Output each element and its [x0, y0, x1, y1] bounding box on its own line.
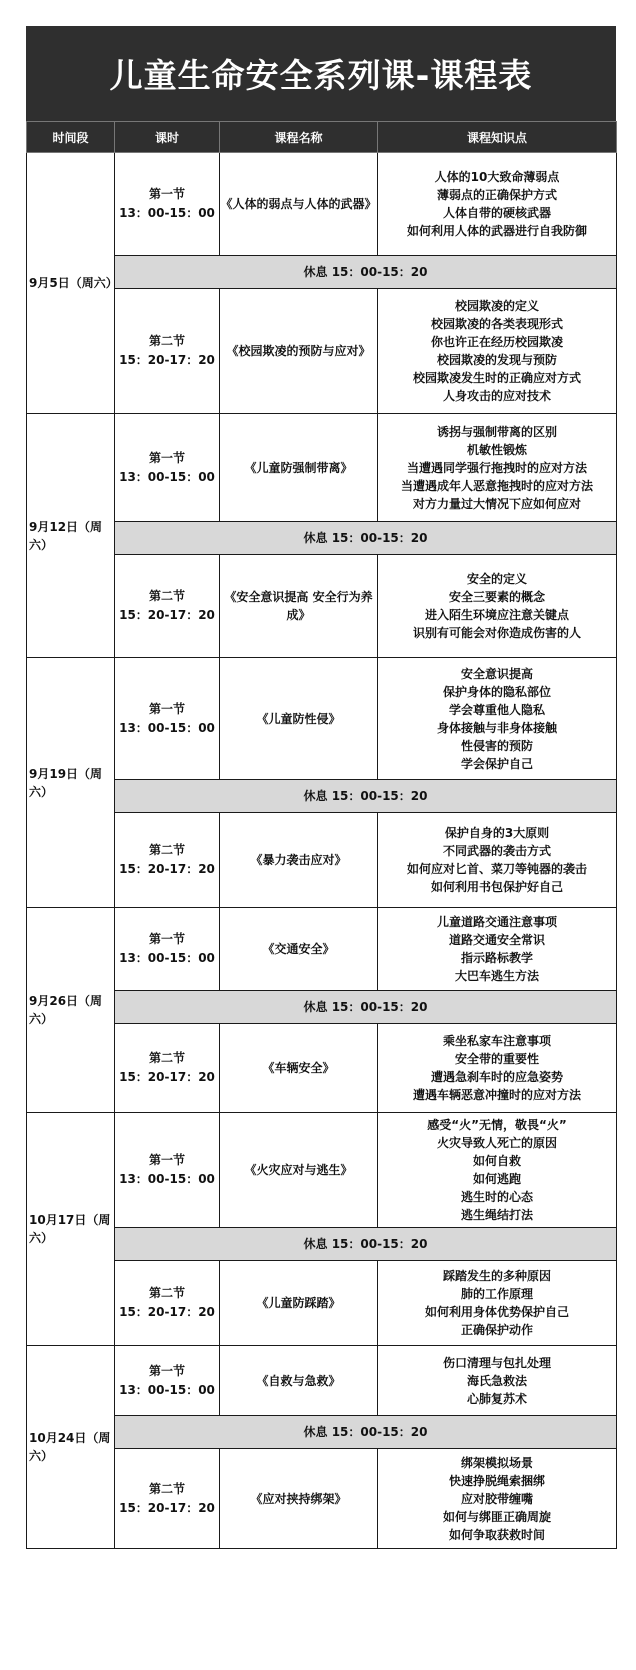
knowledge-points-cell — [378, 908, 617, 991]
lesson-slot-cell — [115, 289, 220, 414]
knowledge-point: 校园欺凌的发现与预防 — [436, 353, 557, 367]
knowledge-point: 学会保护自己 — [460, 756, 533, 771]
knowledge-point: 安全意识提高 — [460, 666, 533, 681]
course-name-cell: 《校园欺凌的预防与应对》 — [220, 289, 378, 414]
lesson-slot-cell — [115, 908, 220, 991]
lesson-number: 第二节 — [148, 334, 185, 348]
header-lesson: 课时 — [115, 122, 220, 153]
knowledge-point: 遭遇急刹车时的应急姿势 — [430, 1070, 563, 1084]
lesson-time: 15：20-17：20 — [119, 1500, 215, 1515]
knowledge-point: 如何利用身体优势保护自己 — [424, 1305, 569, 1319]
date-cell: 9月5日（周六） — [27, 153, 115, 414]
knowledge-points-cell — [378, 1346, 617, 1416]
knowledge-point: 校园欺凌发生时的正确应对方式 — [412, 371, 581, 385]
knowledge-point: 进入陌生环境应注意关键点 — [424, 608, 569, 622]
knowledge-point: 当遭遇同学强行拖拽时的应对方法 — [406, 460, 587, 475]
knowledge-point: 遭遇车辆恶意冲撞时的应对方法 — [412, 1088, 581, 1102]
header-time-period: 时间段 — [27, 122, 115, 153]
session-row — [27, 658, 617, 780]
knowledge-point: 海氏急救法 — [466, 1373, 527, 1388]
knowledge-point: 肺的工作原理 — [460, 1287, 533, 1301]
knowledge-point: 如何争取获救时间 — [448, 1527, 545, 1542]
break-cell: 休息 15：00-15：20 — [115, 991, 617, 1024]
session-row — [27, 414, 617, 522]
schedule-table — [26, 121, 617, 1549]
knowledge-point: 对方力量过大情况下应如何应对 — [412, 496, 581, 511]
knowledge-point: 逃生绳结打法 — [460, 1208, 533, 1222]
knowledge-point: 如何逃跑 — [472, 1172, 521, 1186]
lesson-number: 第一节 — [148, 932, 185, 946]
course-name-cell: 《儿童防强制带离》 — [220, 414, 378, 522]
knowledge-point: 人身攻击的应对技术 — [442, 389, 551, 403]
lesson-slot-cell — [115, 1449, 220, 1549]
knowledge-points-cell — [378, 1261, 617, 1346]
date-cell: 10月17日（周六） — [27, 1113, 115, 1346]
knowledge-point: 应对胶带缠嘴 — [460, 1491, 533, 1506]
knowledge-point: 当遭遇成年人恶意拖拽时的应对方法 — [400, 478, 593, 493]
break-row — [27, 1228, 617, 1261]
break-cell: 休息 15：00-15：20 — [115, 256, 617, 289]
course-name-cell: 《安全意识提高 安全行为养成》 — [220, 555, 378, 658]
lesson-time: 15：20-17：20 — [119, 1305, 215, 1319]
session-row — [27, 1449, 617, 1549]
date-cell: 9月19日（周六） — [27, 658, 115, 908]
break-cell: 休息 15：00-15：20 — [115, 1228, 617, 1261]
lesson-time: 15：20-17：20 — [119, 353, 215, 367]
lesson-slot-cell — [115, 813, 220, 908]
lesson-number: 第二节 — [148, 589, 185, 603]
knowledge-point: 保护自身的3大原则 — [444, 826, 550, 840]
knowledge-points-cell — [378, 1113, 617, 1228]
date-cell: 9月26日（周六） — [27, 908, 115, 1113]
course-name-cell: 《自救与急救》 — [220, 1346, 378, 1416]
header-row — [27, 122, 617, 153]
break-row — [27, 1416, 617, 1449]
lesson-number: 第一节 — [148, 450, 185, 465]
lesson-time: 13：00-15：00 — [119, 469, 215, 484]
session-row — [27, 555, 617, 658]
course-name-cell: 《儿童防性侵》 — [220, 658, 378, 780]
session-row — [27, 1346, 617, 1416]
lesson-slot-cell — [115, 1346, 220, 1416]
knowledge-point: 保护身体的隐私部位 — [442, 684, 551, 699]
knowledge-points-cell — [378, 658, 617, 780]
lesson-time: 15：20-17：20 — [119, 608, 215, 622]
knowledge-point: 人体自带的硬核武器 — [442, 206, 551, 220]
header-course-name: 课程名称 — [220, 122, 378, 153]
knowledge-point: 校园欺凌的各类表现形式 — [430, 317, 563, 331]
knowledge-point: 大巴车逃生方法 — [454, 969, 539, 983]
knowledge-point: 你也许正在经历校园欺凌 — [430, 335, 563, 349]
knowledge-point: 快速挣脱绳索捆绑 — [448, 1473, 545, 1488]
knowledge-points-cell — [378, 555, 617, 658]
course-name-cell: 《人体的弱点与人体的武器》 — [220, 153, 378, 256]
knowledge-points-cell — [378, 1449, 617, 1549]
knowledge-point: 心肺复苏术 — [466, 1391, 527, 1406]
knowledge-point: 诱拐与强制带离的区别 — [436, 424, 557, 439]
lesson-time: 15：20-17：20 — [119, 1070, 215, 1084]
break-row — [27, 522, 617, 555]
header-knowledge-points: 课程知识点 — [378, 122, 617, 153]
knowledge-point: 绑架模拟场景 — [460, 1455, 533, 1470]
knowledge-point: 安全带的重要性 — [454, 1052, 539, 1066]
course-name-cell: 《交通安全》 — [220, 908, 378, 991]
lesson-number: 第二节 — [148, 843, 185, 857]
lesson-time: 13：00-15：00 — [119, 720, 215, 735]
break-row — [27, 991, 617, 1024]
lesson-slot-cell — [115, 414, 220, 522]
knowledge-point: 指示路标教学 — [460, 951, 533, 965]
knowledge-points-cell — [378, 813, 617, 908]
knowledge-point: 如何与绑匪正确周旋 — [442, 1509, 551, 1524]
session-row — [27, 813, 617, 908]
break-cell: 休息 15：00-15：20 — [115, 780, 617, 813]
session-row — [27, 153, 617, 256]
knowledge-point: 安全三要素的概念 — [448, 590, 545, 604]
knowledge-point: 身体接触与非身体接触 — [436, 720, 557, 735]
session-row — [27, 289, 617, 414]
break-cell: 休息 15：00-15：20 — [115, 1416, 617, 1449]
knowledge-point: 伤口清理与包扎处理 — [442, 1355, 551, 1370]
schedule-body — [27, 153, 617, 1549]
lesson-time: 15：20-17：20 — [119, 862, 215, 876]
lesson-slot-cell — [115, 1024, 220, 1113]
lesson-number: 第一节 — [148, 1153, 185, 1167]
break-row — [27, 780, 617, 813]
knowledge-point: 机敏性锻炼 — [466, 442, 527, 457]
knowledge-points-cell — [378, 153, 617, 256]
knowledge-point: 正确保护动作 — [460, 1323, 533, 1337]
knowledge-point: 识别有可能会对你造成伤害的人 — [412, 626, 581, 640]
date-cell: 9月12日（周六） — [27, 414, 115, 658]
knowledge-point: 薄弱点的正确保护方式 — [436, 188, 557, 202]
course-name-cell: 《暴力袭击应对》 — [220, 813, 378, 908]
lesson-number: 第二节 — [148, 1481, 185, 1496]
session-row — [27, 1024, 617, 1113]
lesson-slot-cell — [115, 1113, 220, 1228]
knowledge-point: 学会尊重他人隐私 — [448, 702, 545, 717]
knowledge-point: 如何应对匕首、菜刀等钝器的袭击 — [406, 862, 587, 876]
lesson-slot-cell — [115, 658, 220, 780]
lesson-number: 第二节 — [148, 1051, 185, 1065]
session-row — [27, 1261, 617, 1346]
lesson-time: 13：00-15：00 — [119, 1172, 215, 1186]
knowledge-point: 如何自救 — [472, 1154, 521, 1168]
knowledge-point: 火灾导致人死亡的原因 — [436, 1136, 557, 1150]
knowledge-points-cell — [378, 414, 617, 522]
lesson-time: 13：00-15：00 — [119, 1382, 215, 1397]
schedule-sheet — [26, 26, 616, 1549]
lesson-slot-cell — [115, 555, 220, 658]
course-name-cell: 《应对挟持绑架》 — [220, 1449, 378, 1549]
lesson-slot-cell — [115, 153, 220, 256]
lesson-number: 第一节 — [148, 701, 185, 716]
lesson-number: 第二节 — [148, 1286, 185, 1300]
break-cell: 休息 15：00-15：20 — [115, 522, 617, 555]
course-name-cell: 《儿童防踩踏》 — [220, 1261, 378, 1346]
knowledge-point: 感受“火”无情，敬畏“火” — [427, 1118, 567, 1132]
knowledge-point: 如何利用人体的武器进行自我防御 — [406, 224, 587, 238]
course-name-cell: 《火灾应对与逃生》 — [220, 1113, 378, 1228]
knowledge-points-cell — [378, 1024, 617, 1113]
lesson-number: 第一节 — [148, 187, 185, 201]
knowledge-point: 校园欺凌的定义 — [454, 299, 539, 313]
course-name-cell: 《车辆安全》 — [220, 1024, 378, 1113]
session-row — [27, 1113, 617, 1228]
schedule-title: 儿童生命安全系列课-课程表 — [26, 26, 616, 121]
knowledge-point: 儿童道路交通注意事项 — [436, 915, 557, 929]
knowledge-point: 逃生时的心态 — [460, 1190, 533, 1204]
knowledge-point: 踩踏发生的多种原因 — [442, 1269, 551, 1283]
knowledge-point: 安全的定义 — [466, 572, 527, 586]
knowledge-point: 人体的10大致命薄弱点 — [434, 170, 560, 184]
lesson-slot-cell — [115, 1261, 220, 1346]
knowledge-point: 性侵害的预防 — [460, 738, 533, 753]
lesson-number: 第一节 — [148, 1363, 185, 1378]
knowledge-point: 不同武器的袭击方式 — [442, 844, 551, 858]
date-cell: 10月24日（周六） — [27, 1346, 115, 1549]
knowledge-points-cell — [378, 289, 617, 414]
knowledge-point: 道路交通安全常识 — [448, 933, 545, 947]
knowledge-point: 乘坐私家车注意事项 — [442, 1034, 551, 1048]
lesson-time: 13：00-15：00 — [119, 206, 215, 220]
knowledge-point: 如何利用书包保护好自己 — [430, 880, 563, 894]
lesson-time: 13：00-15：00 — [119, 951, 215, 965]
session-row — [27, 908, 617, 991]
